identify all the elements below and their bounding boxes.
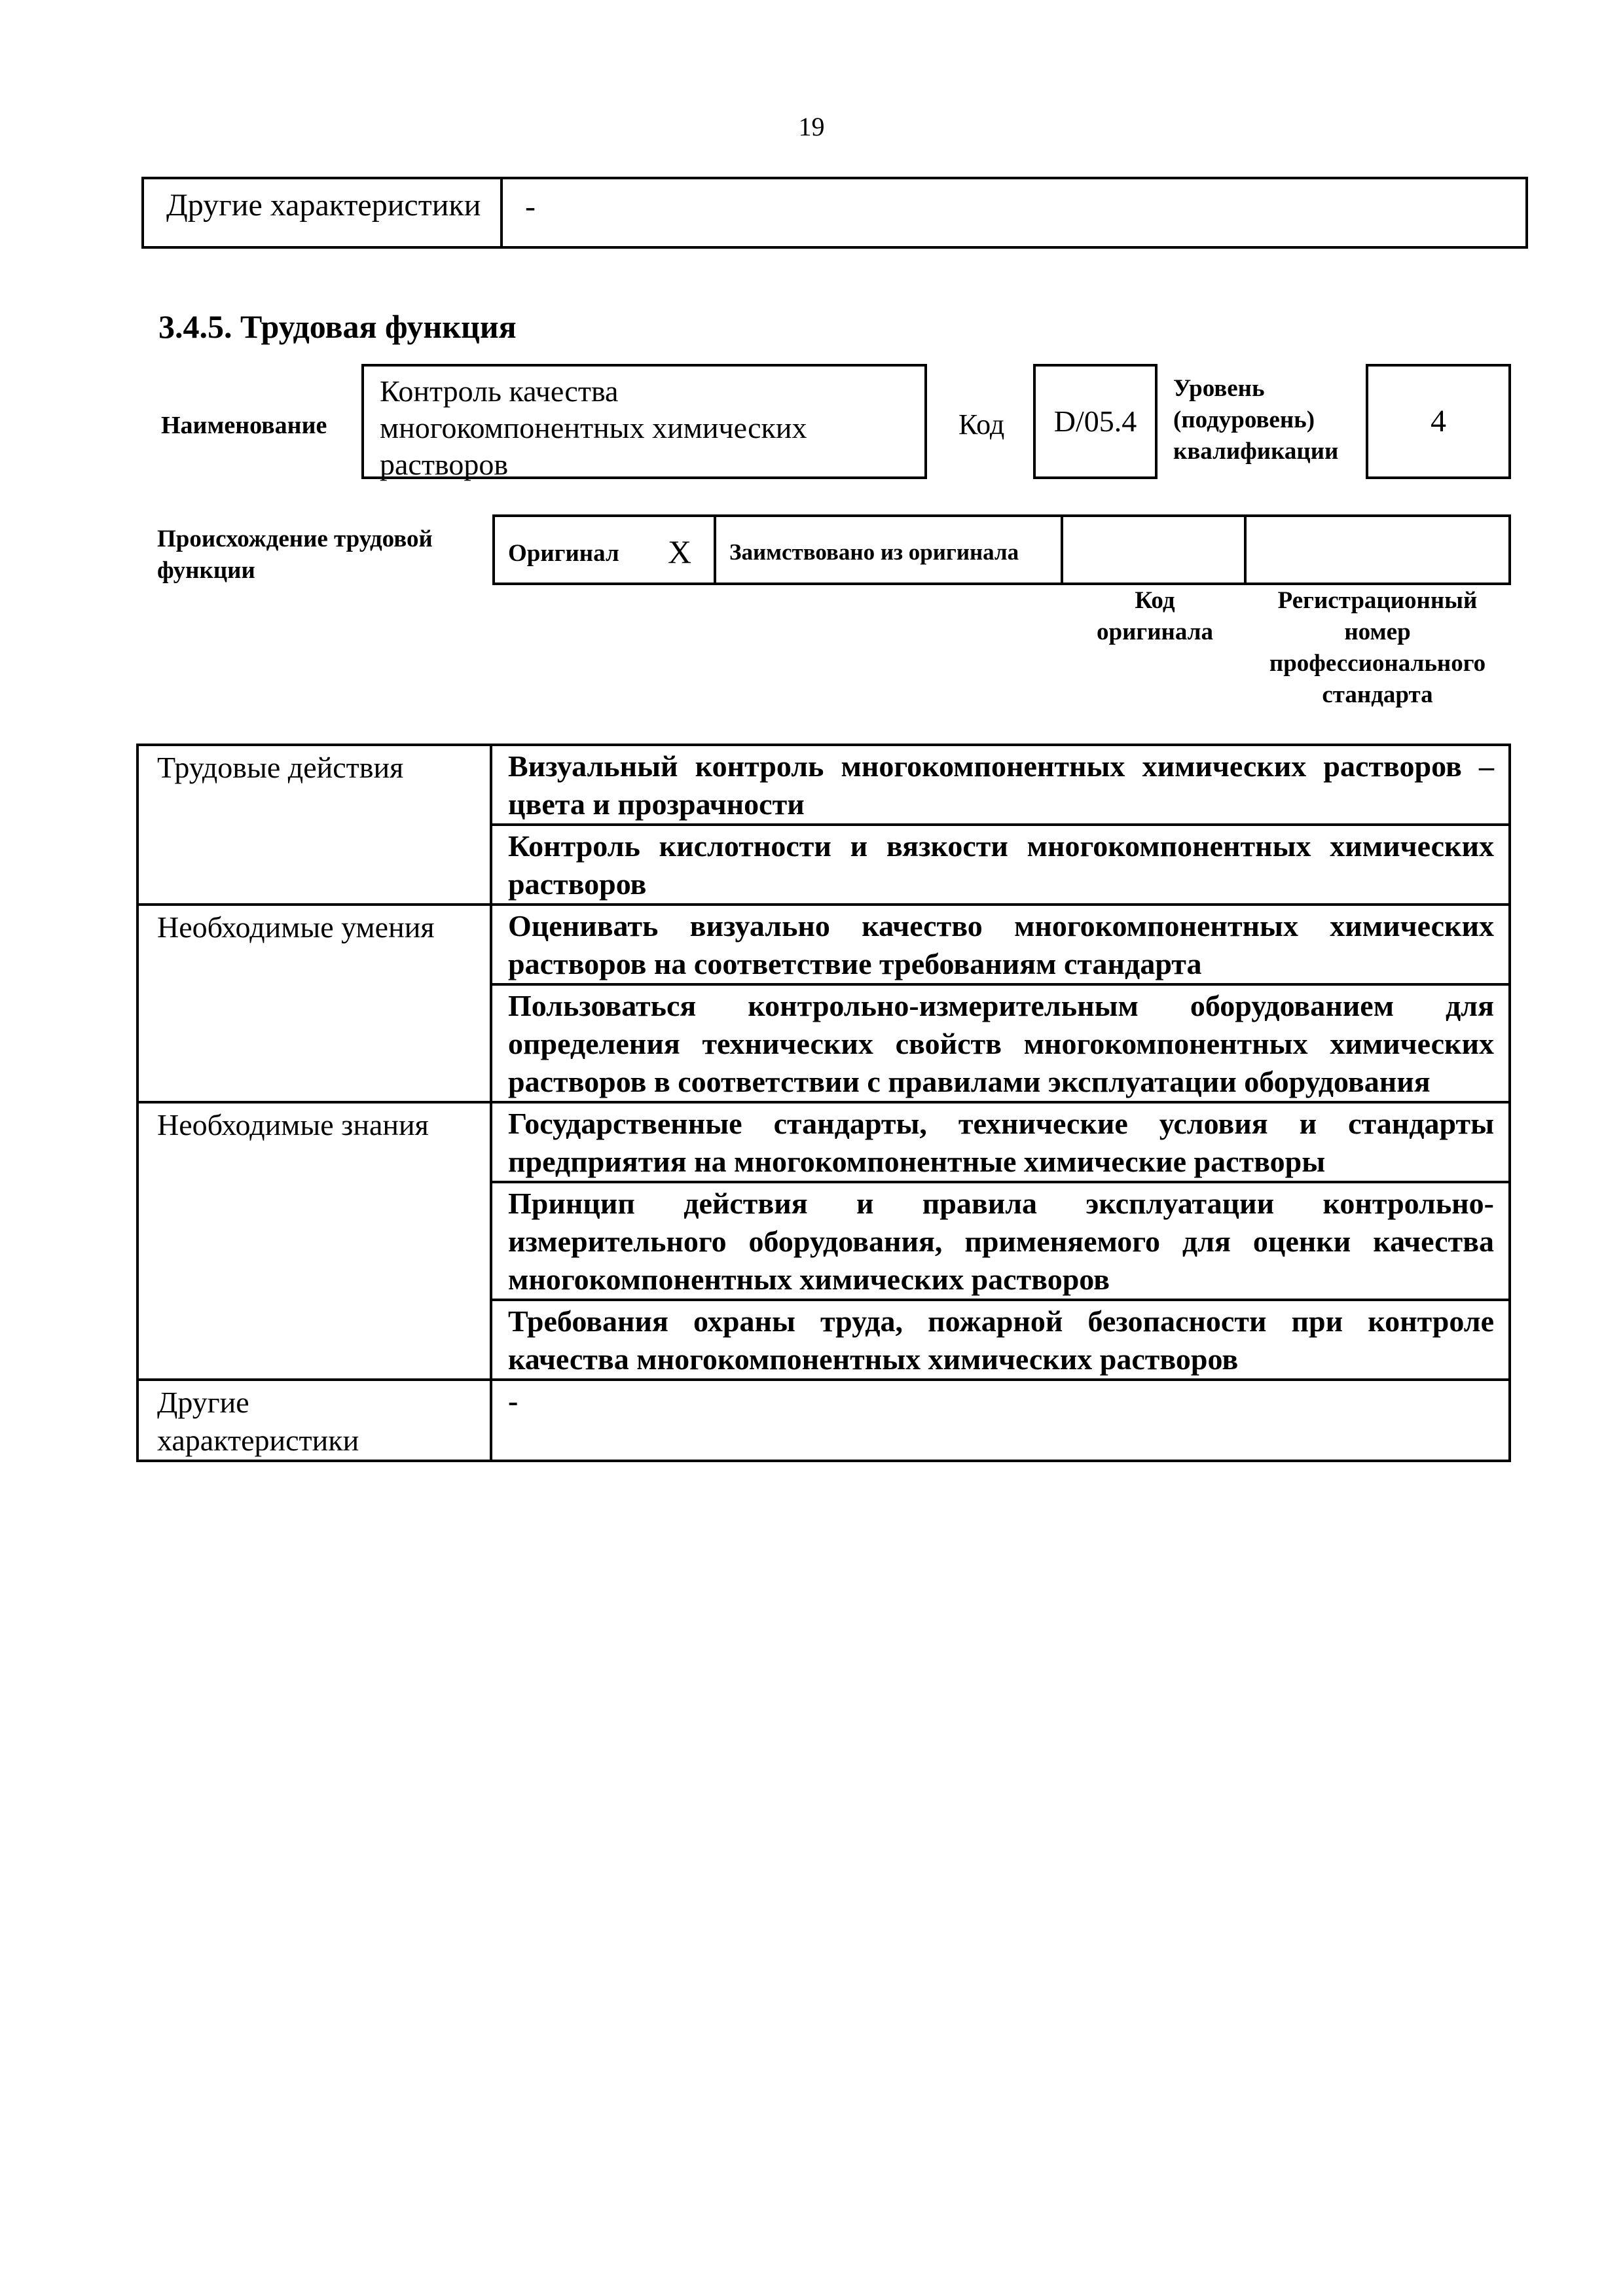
page-number: 19 bbox=[798, 112, 825, 141]
table-row bbox=[137, 1380, 1510, 1461]
caption-line: профессионального bbox=[1269, 650, 1486, 677]
function-name-line: растворов bbox=[380, 448, 509, 481]
origin-borrowed-cell bbox=[716, 517, 1063, 583]
table-row bbox=[137, 1102, 1510, 1182]
table-cell: - bbox=[491, 1380, 1510, 1461]
level-label-line: квалификации bbox=[1173, 438, 1339, 465]
name-label: Наименование bbox=[161, 412, 327, 439]
section-heading: 3.4.5. Трудовая функция bbox=[158, 308, 517, 345]
code-label: Код bbox=[958, 408, 1005, 440]
caption-original-code bbox=[1063, 585, 1247, 648]
table-row bbox=[137, 905, 1510, 984]
other-characteristics-row-label bbox=[137, 1380, 491, 1461]
function-name-box bbox=[361, 364, 927, 479]
caption-line: номер bbox=[1344, 619, 1411, 645]
original-label: Оригинал bbox=[508, 540, 619, 567]
table-cell: Пользоваться контрольно-измерительным оборудованием для определения технических свойств многокомпонентных химических растворов в соответствии с правилами эксплуатации оборудования bbox=[491, 984, 1510, 1102]
function-details-table bbox=[136, 744, 1511, 1462]
origin-label-line: функции bbox=[157, 557, 255, 584]
function-name-line: Контроль качества bbox=[380, 374, 619, 408]
table-cell: Оценивать визуально качество многокомпонентных химических растворов на соответствие требованиям стандарта bbox=[491, 905, 1510, 984]
caption-line: стандарта bbox=[1322, 681, 1433, 708]
registration-number-cell bbox=[1247, 517, 1508, 583]
labor-actions-label: Трудовые действия bbox=[137, 745, 491, 905]
original-mark: X bbox=[668, 533, 692, 570]
label-line: Другие bbox=[157, 1386, 249, 1419]
table-cell: Принцип действия и правила эксплуатации контрольно-измерительного оборудования, применяемого для оценки качества многокомпонентных химических растворов bbox=[491, 1182, 1510, 1300]
required-knowledge-label: Необходимые знания bbox=[137, 1102, 491, 1380]
level-label-line: Уровень bbox=[1173, 375, 1265, 402]
qualification-level-label bbox=[1173, 373, 1343, 467]
caption-registration-number bbox=[1244, 585, 1511, 711]
origin-label bbox=[157, 524, 471, 586]
qualification-level-box: 4 bbox=[1366, 364, 1511, 479]
function-name-line: многокомпонентных химических bbox=[380, 411, 807, 444]
other-characteristics-value: - bbox=[525, 189, 536, 224]
caption-line: Регистрационный bbox=[1277, 587, 1478, 614]
other-characteristics-label: Другие характеристики bbox=[144, 179, 503, 246]
level-label-line: (подуровень) bbox=[1173, 406, 1315, 433]
table-row bbox=[137, 745, 1510, 825]
original-code-cell bbox=[1063, 517, 1247, 583]
origin-original-cell bbox=[495, 517, 716, 583]
caption-line: Код bbox=[1135, 587, 1175, 614]
table-cell: Контроль кислотности и вязкости многокомпонентных химических растворов bbox=[491, 825, 1510, 905]
caption-line: оригинала bbox=[1097, 619, 1213, 645]
label-line: характеристики bbox=[157, 1424, 359, 1457]
table-cell: Визуальный контроль многокомпонентных химических растворов – цвета и прозрачности bbox=[491, 745, 1510, 825]
borrowed-label: Заимствовано из оригинала bbox=[729, 539, 1019, 565]
function-code-box: D/05.4 bbox=[1033, 364, 1158, 479]
table-cell: Требования охраны труда, пожарной безопасности при контроле качества многокомпонентных химических растворов bbox=[491, 1300, 1510, 1380]
origin-table bbox=[492, 514, 1511, 585]
table-cell: Государственные стандарты, технические условия и стандарты предприятия на многокомпонентные химические растворы bbox=[491, 1102, 1510, 1182]
other-characteristics-table bbox=[141, 177, 1528, 249]
required-skills-label: Необходимые умения bbox=[137, 905, 491, 1102]
origin-label-line: Происхождение трудовой bbox=[157, 526, 433, 552]
